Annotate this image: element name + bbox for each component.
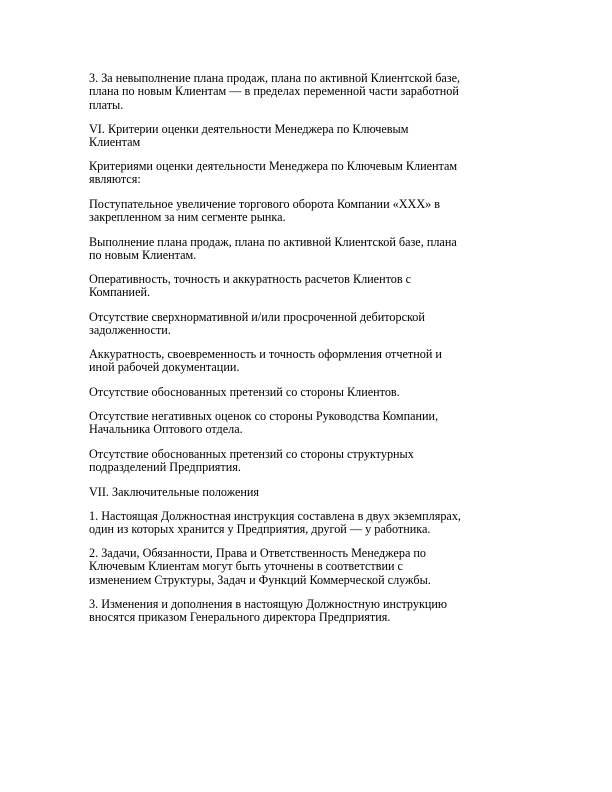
- criterion-plan-fulfilment: [89, 236, 457, 263]
- text-line: 3. Изменения и дополнения в настоящую Должностную инструкцию: [89, 597, 448, 611]
- text-line: VII. Заключительные положения: [89, 485, 260, 499]
- paragraph-penalty-sales-plan: [89, 72, 460, 112]
- paragraph-amendments: [89, 598, 447, 625]
- criterion-documentation: [89, 348, 442, 375]
- text-line: изменением Структуры, Задач и Функций Коммерческой службы.: [89, 572, 431, 587]
- text-line: по новым Клиентам.: [89, 248, 197, 263]
- criterion-no-division-claims: [89, 448, 414, 475]
- criterion-no-client-claims: [89, 386, 400, 399]
- text-line: плана по новым Клиентам — в пределах переменной части заработной: [89, 84, 459, 99]
- criterion-no-overdue-debt: [89, 311, 425, 338]
- section-heading-vii: [89, 486, 259, 499]
- text-line: 1. Настоящая Должностная инструкция составлена в двух экземплярах,: [89, 509, 461, 523]
- text-line: Выполнение плана продаж, плана по активной Клиентской базе, плана: [89, 235, 457, 249]
- text-line: 3. За невыполнение плана продаж, плана по активной Клиентской базе,: [89, 71, 461, 85]
- text-line: Компанией.: [89, 285, 151, 300]
- text-line: Поступательное увеличение торгового оборота Компании «ХХХ» в: [89, 197, 441, 211]
- text-line: Оперативность, точность и аккуратность расчетов Клиентов с: [89, 272, 412, 286]
- text-line: Начальника Оптового отдела.: [89, 422, 243, 437]
- text-line: подразделений Предприятия.: [89, 460, 241, 475]
- criterion-settlement-accuracy: [89, 273, 411, 300]
- text-line: являются:: [89, 172, 141, 187]
- criterion-no-negative-reviews: [89, 410, 438, 437]
- text-line: задолженности.: [89, 323, 171, 338]
- text-line: иной рабочей документации.: [89, 360, 240, 375]
- text-line: закрепленном за ним сегменте рынка.: [89, 210, 286, 225]
- paragraph-copies: [89, 510, 461, 537]
- text-line: платы.: [89, 97, 124, 112]
- text-line: 2. Задачи, Обязанности, Права и Ответственность Менеджера по: [89, 546, 427, 560]
- criterion-turnover-growth: [89, 198, 440, 225]
- text-line: вносятся приказом Генерального директора Предприятия.: [89, 610, 391, 625]
- text-line: Отсутствие обоснованных претензий со стороны Клиентов.: [89, 385, 400, 399]
- text-line: Ключевым Клиентам могут быть уточнены в соответствии с: [89, 559, 403, 574]
- section-heading-vi: [89, 123, 408, 150]
- text-line: Отсутствие обоснованных претензий со стороны структурных: [89, 447, 414, 461]
- text-line: Критериями оценки деятельности Менеджера по Ключевым Клиентам: [89, 159, 458, 173]
- text-line: Аккуратность, своевременность и точность оформления отчетной и: [89, 347, 442, 361]
- text-line: Отсутствие сверхнормативной и/или просроченной дебиторской: [89, 310, 425, 324]
- text-line: VI. Критерии оценки деятельности Менеджера по Ключевым: [89, 122, 409, 136]
- paragraph-criteria-intro: [89, 160, 457, 187]
- text-line: один из которых хранится у Предприятия, другой — у работника.: [89, 522, 431, 537]
- paragraph-clarification: [89, 547, 431, 587]
- text-line: Отсутствие негативных оценок со стороны Руководства Компании,: [89, 409, 439, 423]
- text-line: Клиентам: [89, 135, 141, 150]
